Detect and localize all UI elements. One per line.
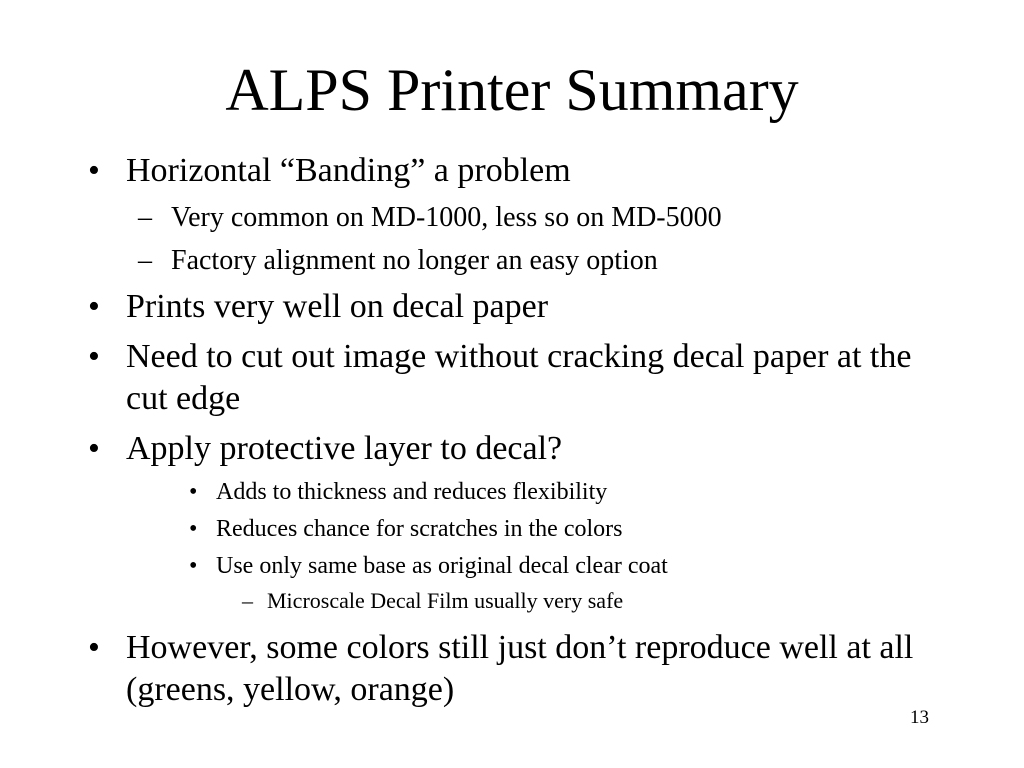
list-item-text: Microscale Decal Film usually very safe	[267, 588, 624, 613]
list-item	[86, 336, 946, 420]
list-item	[86, 514, 946, 544]
bullet-icon: •	[189, 516, 198, 542]
list-item-text: Use only same base as original decal clear coat	[216, 553, 668, 579]
list-item-text: However, some colors still just don’t reproduce well at all (greens, yellow, orange)	[126, 629, 914, 708]
list-item	[86, 201, 946, 235]
list-item-text: Very common on MD-1000, less so on MD-5000	[171, 202, 722, 233]
list-item	[86, 286, 946, 328]
list-item	[86, 627, 946, 711]
list-item-text: Horizontal “Banding” a problem	[126, 152, 571, 189]
bullet-icon: •	[189, 479, 198, 505]
dash-icon: –	[138, 245, 152, 276]
list-item-text: Reduces chance for scratches in the colors	[216, 516, 623, 542]
bullet-icon: •	[88, 629, 100, 666]
page-number: 13	[910, 707, 929, 728]
bullet-icon: •	[88, 288, 100, 325]
bullet-icon: •	[88, 430, 100, 467]
list-item-text: Prints very well on decal paper	[126, 288, 549, 325]
list-item	[86, 587, 946, 615]
list-item-text: Adds to thickness and reduces flexibility	[216, 479, 608, 505]
dash-icon: –	[242, 588, 253, 613]
bullet-icon: •	[88, 338, 100, 375]
bullet-icon: •	[189, 553, 198, 579]
bullet-list	[86, 150, 946, 711]
list-item	[86, 244, 946, 278]
list-item	[86, 551, 946, 581]
list-item	[86, 477, 946, 507]
list-item-text: Need to cut out image without cracking decal paper at the cut edge	[126, 338, 912, 417]
bullet-icon: •	[88, 152, 100, 189]
dash-icon: –	[138, 202, 152, 233]
list-item-text: Apply protective layer to decal?	[126, 430, 563, 467]
list-item	[86, 150, 946, 192]
slide-title: ALPS Printer Summary	[225, 57, 799, 123]
list-item	[86, 428, 946, 470]
list-item-text: Factory alignment no longer an easy option	[171, 245, 658, 276]
